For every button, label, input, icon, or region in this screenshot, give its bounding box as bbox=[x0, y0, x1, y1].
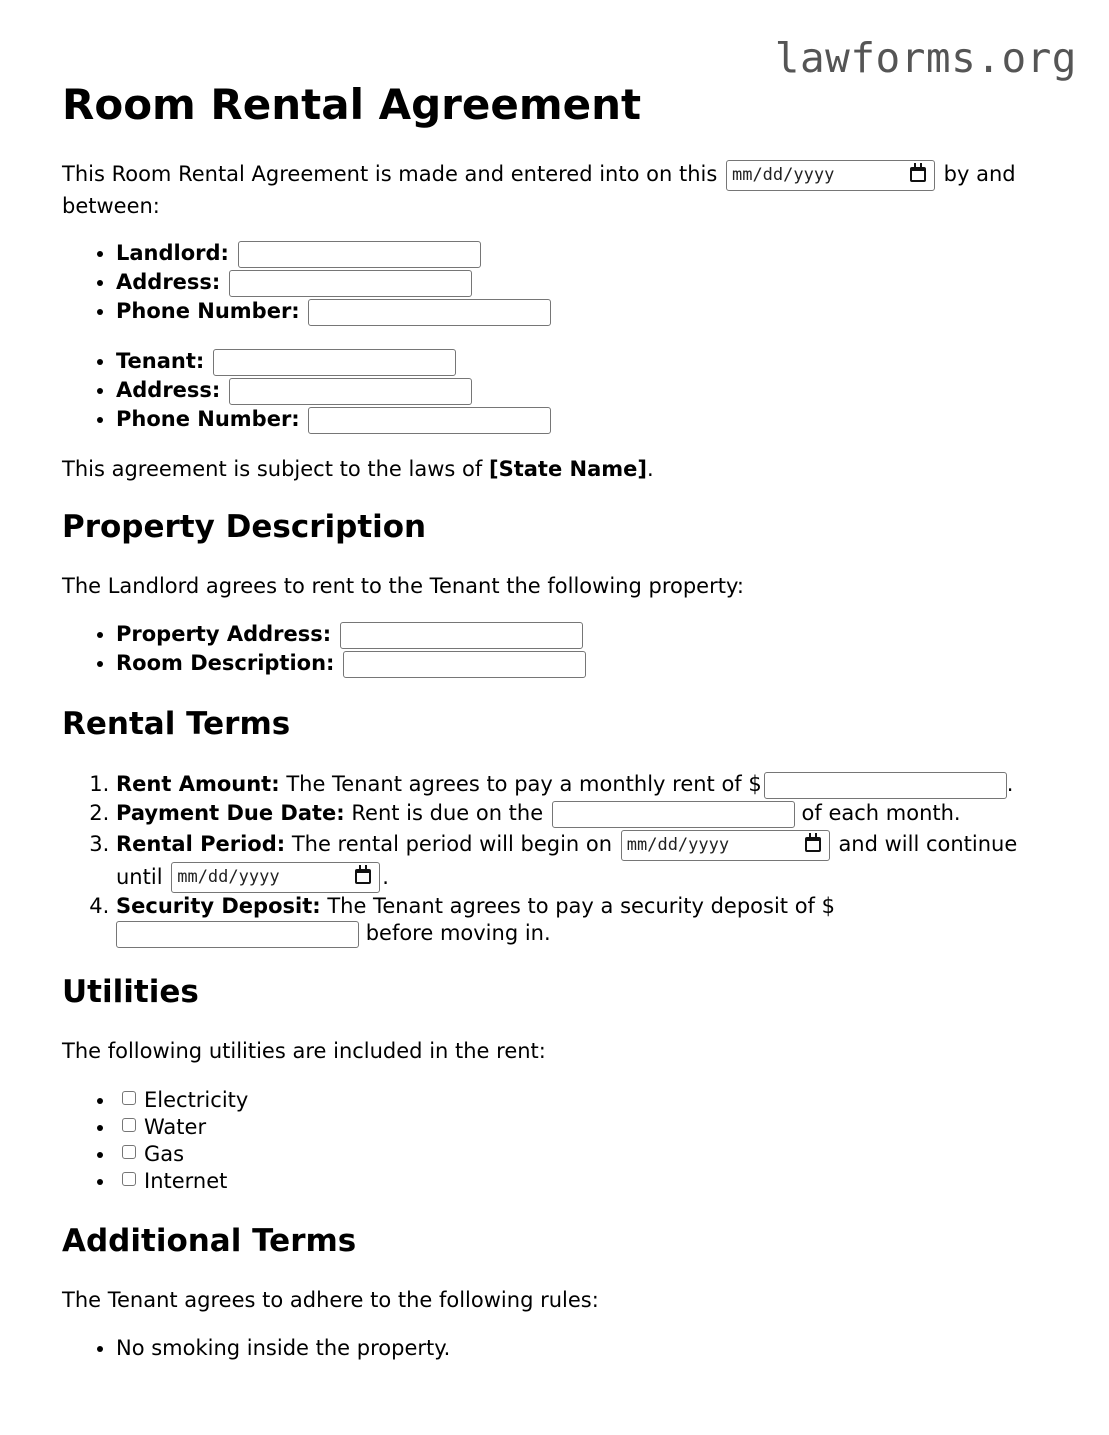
security-deposit-suffix: before moving in. bbox=[365, 921, 551, 945]
property-address-label: Property Address: bbox=[116, 622, 332, 646]
governing-law-suffix: . bbox=[646, 457, 654, 481]
rent-amount-label: Rent Amount: bbox=[116, 772, 280, 796]
intro-text-before-date: This Room Rental Agreement is made and entered into on this bbox=[62, 162, 718, 186]
rental-period-mid: and will continue until bbox=[116, 832, 1018, 889]
internet-checkbox[interactable] bbox=[122, 1172, 136, 1186]
list-item bbox=[116, 770, 1052, 799]
security-deposit-text: The Tenant agrees to pay a security deposit of $ bbox=[327, 894, 835, 918]
utilities-intro: The following utilities are included in the rent: bbox=[62, 1039, 546, 1063]
date-placeholder: mm/dd/yyyy bbox=[626, 834, 730, 855]
tenant-list bbox=[62, 347, 551, 434]
water-checkbox[interactable] bbox=[122, 1118, 136, 1132]
list-item bbox=[116, 376, 551, 405]
landlord-phone-input[interactable] bbox=[308, 299, 551, 326]
landlord-name-input[interactable] bbox=[238, 241, 481, 268]
tenant-address-input[interactable] bbox=[229, 378, 472, 405]
payment-due-input[interactable] bbox=[552, 801, 795, 828]
page-title: Room Rental Agreement bbox=[62, 80, 642, 129]
rental-terms-list bbox=[62, 770, 1052, 948]
watermark-logo: lawforms.org bbox=[774, 34, 1077, 82]
governing-law-paragraph bbox=[62, 455, 654, 484]
list-item bbox=[116, 1087, 248, 1114]
gas-checkbox[interactable] bbox=[122, 1145, 136, 1159]
calendar-icon[interactable] bbox=[355, 869, 371, 884]
rental-terms-heading: Rental Terms bbox=[62, 706, 291, 742]
property-intro: The Landlord agrees to rent to the Tenant the following property: bbox=[62, 574, 744, 598]
state-name-placeholder: [State Name] bbox=[488, 457, 647, 481]
list-item bbox=[116, 239, 551, 268]
list-item bbox=[116, 347, 551, 376]
date-placeholder: mm/dd/yyyy bbox=[731, 164, 835, 185]
tenant-phone-input[interactable] bbox=[308, 407, 551, 434]
property-list bbox=[62, 620, 586, 678]
landlord-label: Landlord: bbox=[116, 241, 229, 265]
calendar-icon[interactable] bbox=[805, 837, 821, 852]
rental-period-text: The rental period will begin on bbox=[291, 832, 613, 856]
utilities-list bbox=[62, 1087, 248, 1195]
utility-label: Electricity bbox=[144, 1088, 249, 1112]
utility-label: Water bbox=[144, 1115, 207, 1139]
list-item bbox=[116, 799, 1052, 828]
utility-label: Internet bbox=[144, 1169, 228, 1193]
rental-period-label: Rental Period: bbox=[116, 832, 286, 856]
rules-list bbox=[62, 1334, 450, 1363]
rent-amount-suffix: . bbox=[1006, 772, 1014, 796]
security-deposit-input[interactable] bbox=[116, 921, 359, 948]
list-item bbox=[116, 893, 1052, 948]
list-item bbox=[116, 620, 586, 649]
tenant-name-input[interactable] bbox=[213, 349, 456, 376]
start-date-input[interactable] bbox=[621, 830, 830, 861]
landlord-address-input[interactable] bbox=[229, 270, 472, 297]
room-description-input[interactable] bbox=[343, 651, 586, 678]
landlord-list bbox=[62, 239, 551, 326]
list-item bbox=[116, 649, 586, 678]
property-heading: Property Description bbox=[62, 509, 427, 545]
additional-terms-heading: Additional Terms bbox=[62, 1223, 357, 1259]
landlord-address-label: Address: bbox=[116, 270, 221, 294]
security-deposit-label: Security Deposit: bbox=[116, 894, 321, 918]
list-item bbox=[116, 1141, 248, 1168]
list-item bbox=[116, 1168, 248, 1195]
list-item bbox=[116, 828, 1052, 893]
electricity-checkbox[interactable] bbox=[122, 1091, 136, 1105]
date-placeholder: mm/dd/yyyy bbox=[177, 867, 280, 887]
agreement-date-input[interactable] bbox=[726, 160, 935, 191]
tenant-phone-label: Phone Number: bbox=[116, 407, 300, 431]
tenant-label: Tenant: bbox=[116, 349, 205, 373]
tenant-address-label: Address: bbox=[116, 378, 221, 402]
list-item: • No smoking inside the property. bbox=[116, 1334, 450, 1363]
list-item bbox=[116, 297, 551, 326]
intro-paragraph bbox=[62, 159, 1052, 222]
governing-law-text: This agreement is subject to the laws of bbox=[62, 457, 483, 481]
room-description-label: Room Description: bbox=[116, 651, 335, 675]
payment-due-label: Payment Due Date: bbox=[116, 801, 345, 825]
payment-due-text: Rent is due on the bbox=[351, 801, 544, 825]
list-item bbox=[116, 405, 551, 434]
landlord-phone-label: Phone Number: bbox=[116, 299, 300, 323]
calendar-icon[interactable] bbox=[910, 167, 926, 182]
rent-amount-text: The Tenant agrees to pay a monthly rent of $ bbox=[286, 772, 762, 796]
payment-due-suffix: of each month. bbox=[801, 801, 961, 825]
intro-text-after-date: by and between: bbox=[62, 162, 1016, 218]
rent-amount-input[interactable] bbox=[764, 772, 1007, 799]
rental-period-suffix: . bbox=[382, 864, 389, 889]
property-address-input[interactable] bbox=[340, 622, 583, 649]
list-item bbox=[116, 268, 551, 297]
end-date-input[interactable] bbox=[171, 862, 380, 893]
utilities-heading: Utilities bbox=[62, 974, 199, 1010]
list-item bbox=[116, 1114, 248, 1141]
additional-terms-intro: The Tenant agrees to adhere to the following rules: bbox=[62, 1288, 599, 1312]
utility-label: Gas bbox=[144, 1142, 185, 1166]
